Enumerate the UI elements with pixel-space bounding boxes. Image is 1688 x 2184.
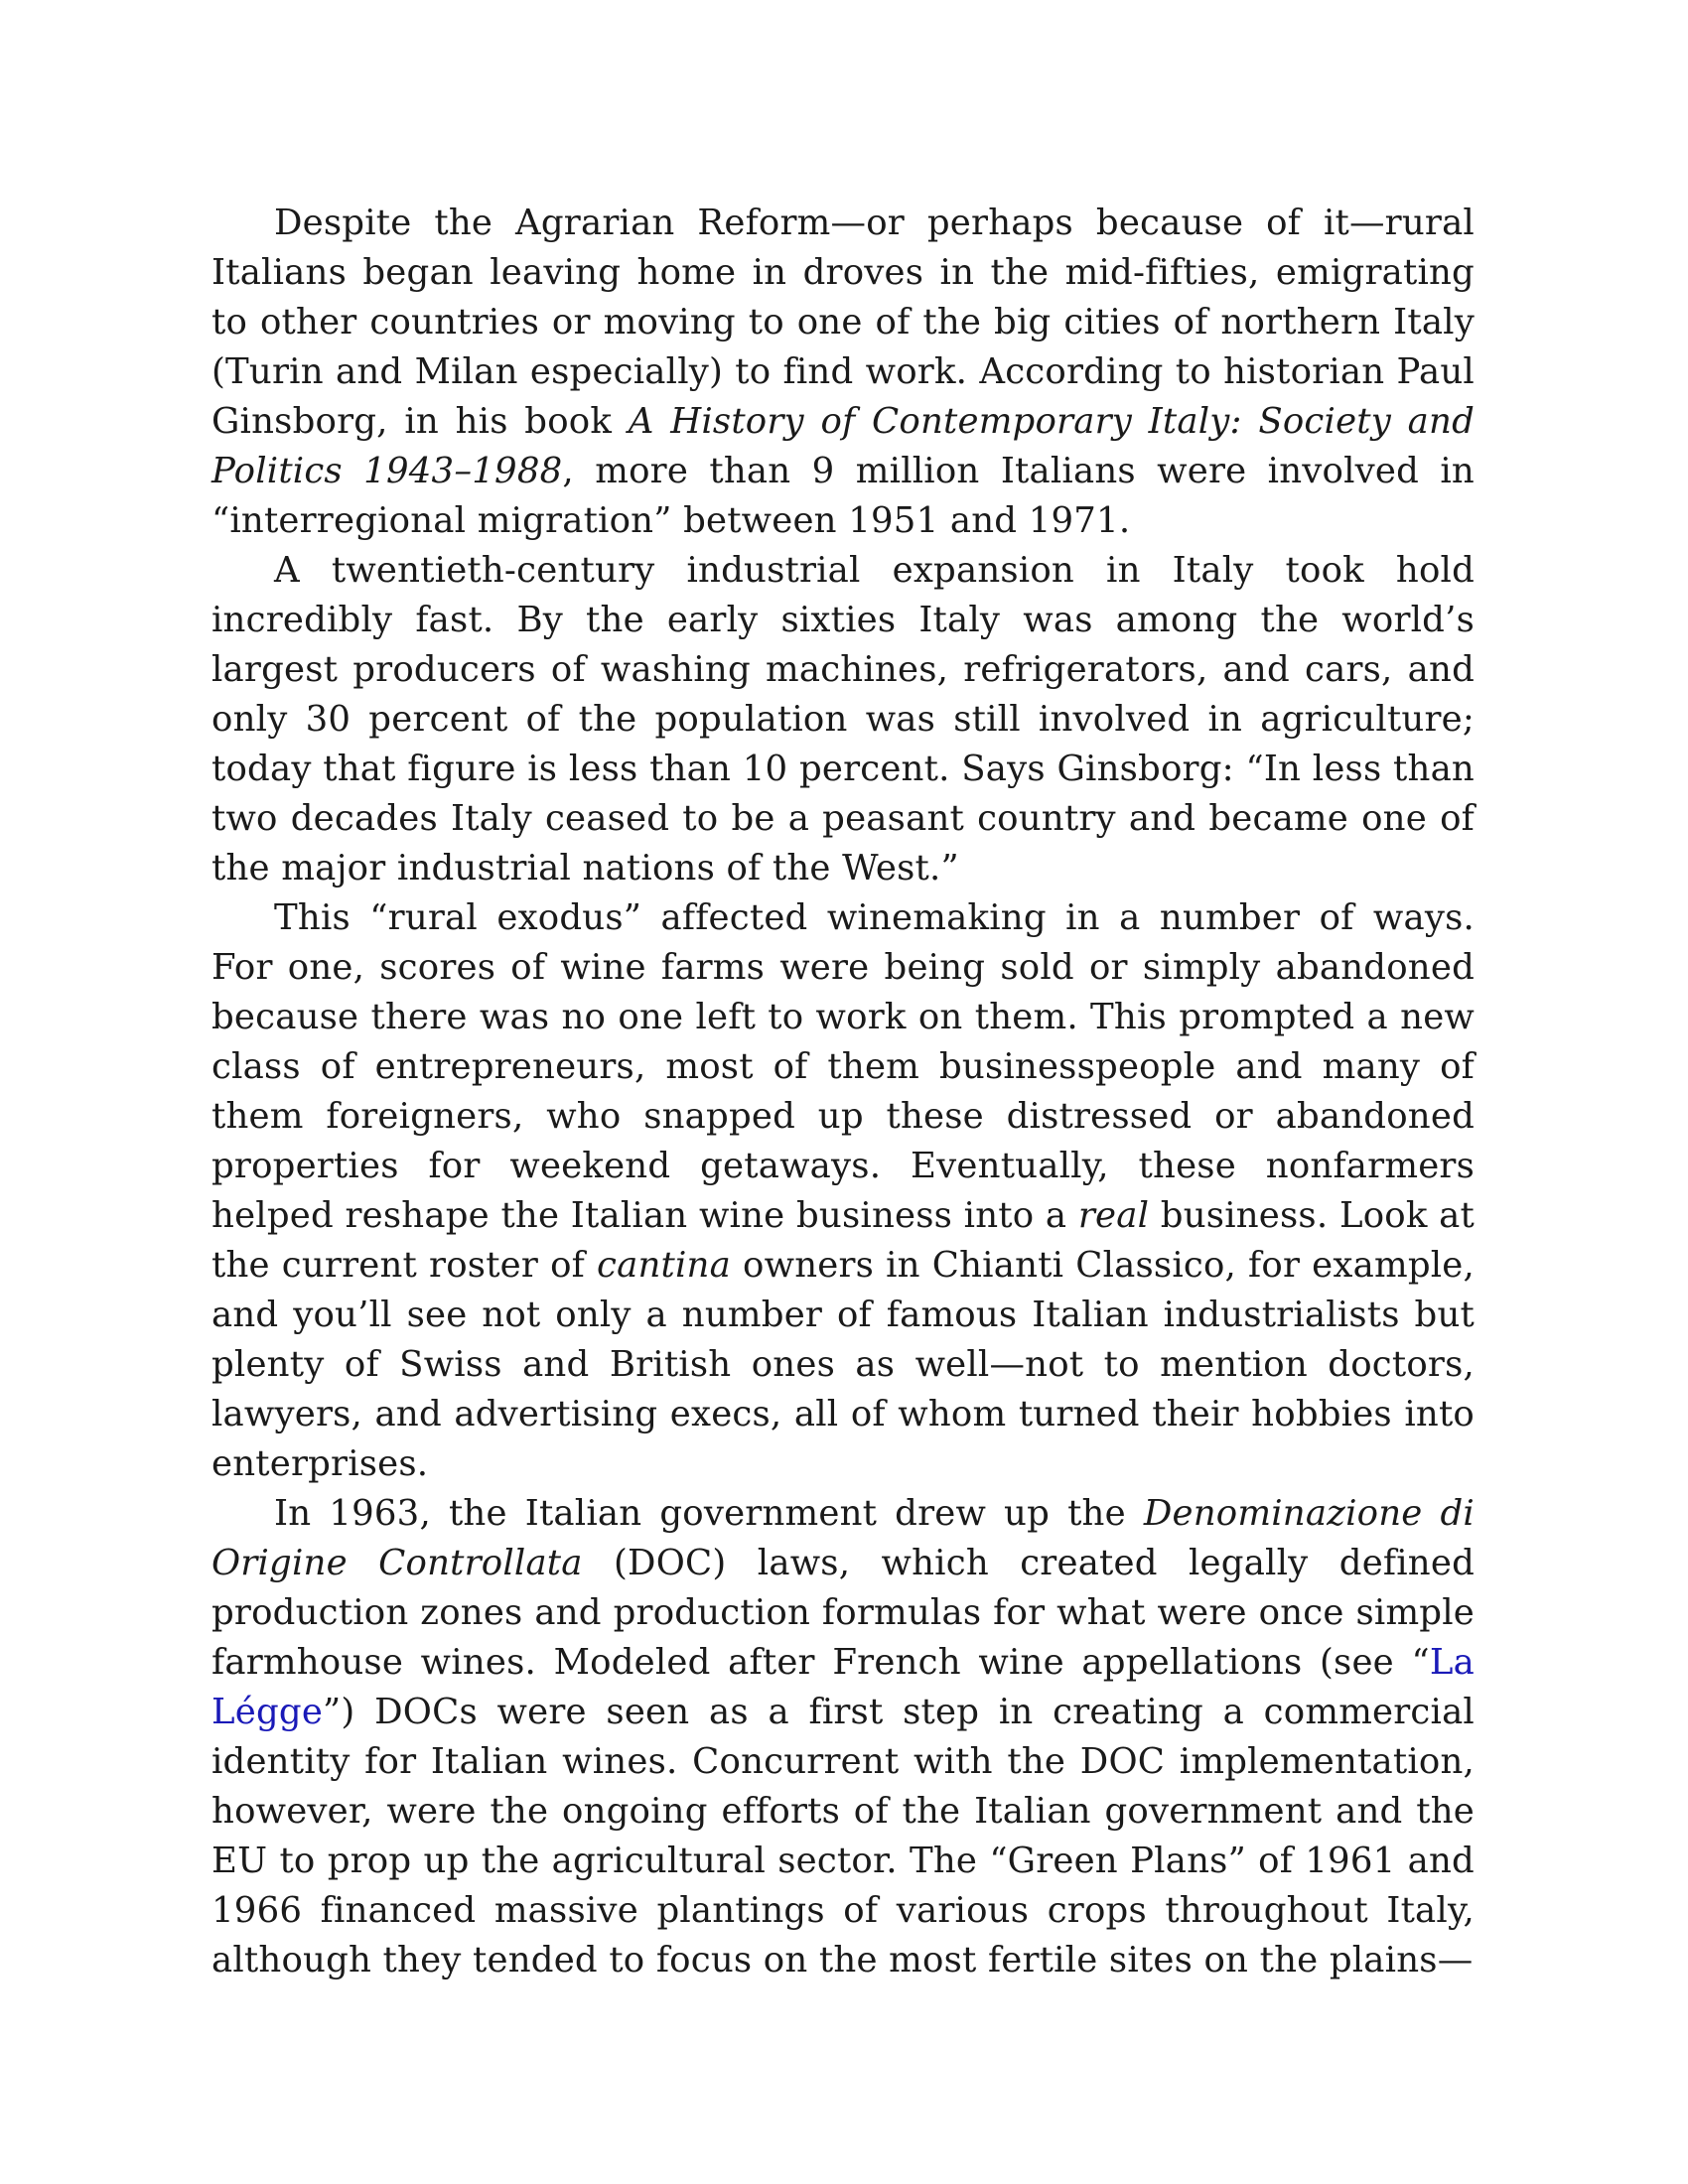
paragraph-agrarian-reform xyxy=(211,199,1475,546)
paragraph-rural-exodus xyxy=(211,893,1475,1489)
paragraph-text: (DOC) laws, which created legally defined production zones and production formulas for what were once simple farmhouse wines. Modeled after French wine appellations (see “ xyxy=(211,1543,1475,1683)
paragraph-doc-laws xyxy=(211,1489,1475,1985)
paragraph-text: ”) DOCs were seen as a first step in creating a commercial identity for Italian wines. Concurrent with the DOC implementation, however, were the ongoing efforts of the Italian government and the EU to prop up the agricultural sector. The “Green Plans” of 1961 and 1966 financed massive plantings of various crops throughout Italy, although they tended to focus on the most fertile sites on the plains— xyxy=(211,1692,1475,1980)
emphasis-real: real xyxy=(1077,1195,1150,1236)
paragraph-industrial-expansion xyxy=(211,546,1475,893)
paragraph-text: This “rural exodus” affected winemaking in a number of ways. For one, scores of wine farms were being sold or simply abandoned because there was no one left to work on them. This prompted a new class of entrepreneurs, most of them businesspeople and many of them foreigners, who snapped up these distressed or abandoned properties for weekend getaways. Eventually, these nonfarmers helped reshape the Italian wine business into a xyxy=(211,897,1475,1236)
book-title: A History of Contemporary Italy: Society and Politics 1943–1988 xyxy=(211,401,1476,491)
emphasis-cantina: cantina xyxy=(597,1245,731,1286)
paragraph-text: Despite the Agrarian Reform—or perhaps because of it—rural Italians began leaving home in droves in the mid-fifties, emigrating to other countries or moving to one of the big cities of northern Italy (Turin and Milan especially) to find work. According to historian Paul Ginsborg, in his book xyxy=(211,203,1475,442)
body-text xyxy=(211,199,1475,1985)
paragraph-text: owners in Chianti Classico, for example, and you’ll see not only a number of famous Italian industrialists but plenty of Swiss and British ones as well—not to mention doctors, lawyers, and advertising execs, all of whom turned their hobbies into enterprises. xyxy=(211,1245,1475,1484)
emphasis-doc-term: Denominazione di Origine Controllata xyxy=(211,1493,1475,1583)
paragraph-text: , more than 9 million Italians were involved in “interregional migration” between 1951 and 1971. xyxy=(211,451,1475,541)
paragraph-text: business. Look at the current roster of xyxy=(211,1195,1476,1286)
la-legge-link[interactable]: La Légge xyxy=(211,1642,1475,1732)
paragraph-text: In 1963, the Italian government drew up the xyxy=(274,1493,1144,1534)
paragraph-text: A twentieth-century industrial expansion in Italy took hold incredibly fast. By the early sixties Italy was among the world’s largest producers of washing machines, refrigerators, and cars, and only 30 percent of the population was still involved in agriculture; today that figure is less than 10 percent. Says Ginsborg: “In less than two decades Italy ceased to be a peasant country and became one of the major industrial nations of the West.” xyxy=(211,550,1475,888)
